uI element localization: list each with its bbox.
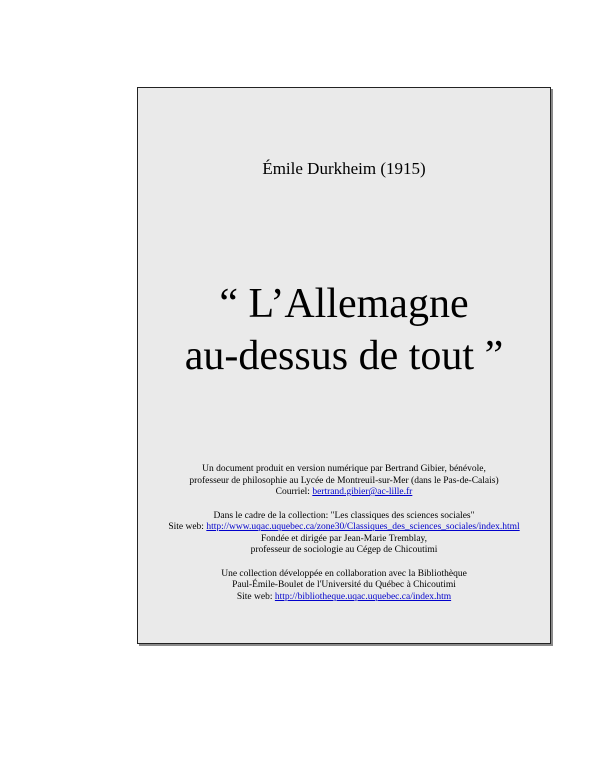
collection-site-link[interactable]: http://www.uqac.uquebec.ca/zone30/Classiques_des_sciences_sociales/index.html <box>206 522 520 532</box>
cover-panel <box>137 87 551 644</box>
credit-digitized-by: Un document produit en version numérique par Bertrand Gibier, bénévole, <box>202 464 486 474</box>
credit-library-name: Paul-Émile-Boulet de l'Université du Québec à Chicoutimi <box>232 580 456 590</box>
email-label: Courriel: <box>275 487 313 497</box>
library-site-link[interactable]: http://bibliotheque.uqac.uquebec.ca/index.htm <box>274 591 452 602</box>
credit-founder-role: professeur de sociologie au Cégep de Chicoutimi <box>250 545 438 555</box>
credit-email-row <box>138 487 550 499</box>
credit-collection: Dans le cadre de la collection: "Les classiques des sciences sociales" <box>213 510 475 521</box>
title-line-2: au-dessus de tout ” <box>184 333 504 379</box>
title-line-1: “ L’Allemagne <box>219 281 469 327</box>
credit-collection-site-row <box>138 522 550 534</box>
document-title <box>138 278 550 382</box>
credit-library-collab: Une collection développée en collaboration avec la Bibliothèque <box>221 568 467 579</box>
credit-professor: professeur de philosophie au Lycée de Montreuil-sur-Mer (dans le Pas-de-Calais) <box>189 475 499 486</box>
site-label: Site web: <box>168 522 207 532</box>
site-label: Site web: <box>236 591 275 602</box>
credits-block <box>138 464 550 603</box>
credit-library-site-row <box>138 592 550 604</box>
email-link[interactable]: bertrand.gibier@ac-lille.fr <box>312 487 413 497</box>
author-line: Émile Durkheim (1915) <box>262 159 426 178</box>
credit-founder: Fondée et dirigée par Jean-Marie Tremblay, <box>260 533 428 544</box>
